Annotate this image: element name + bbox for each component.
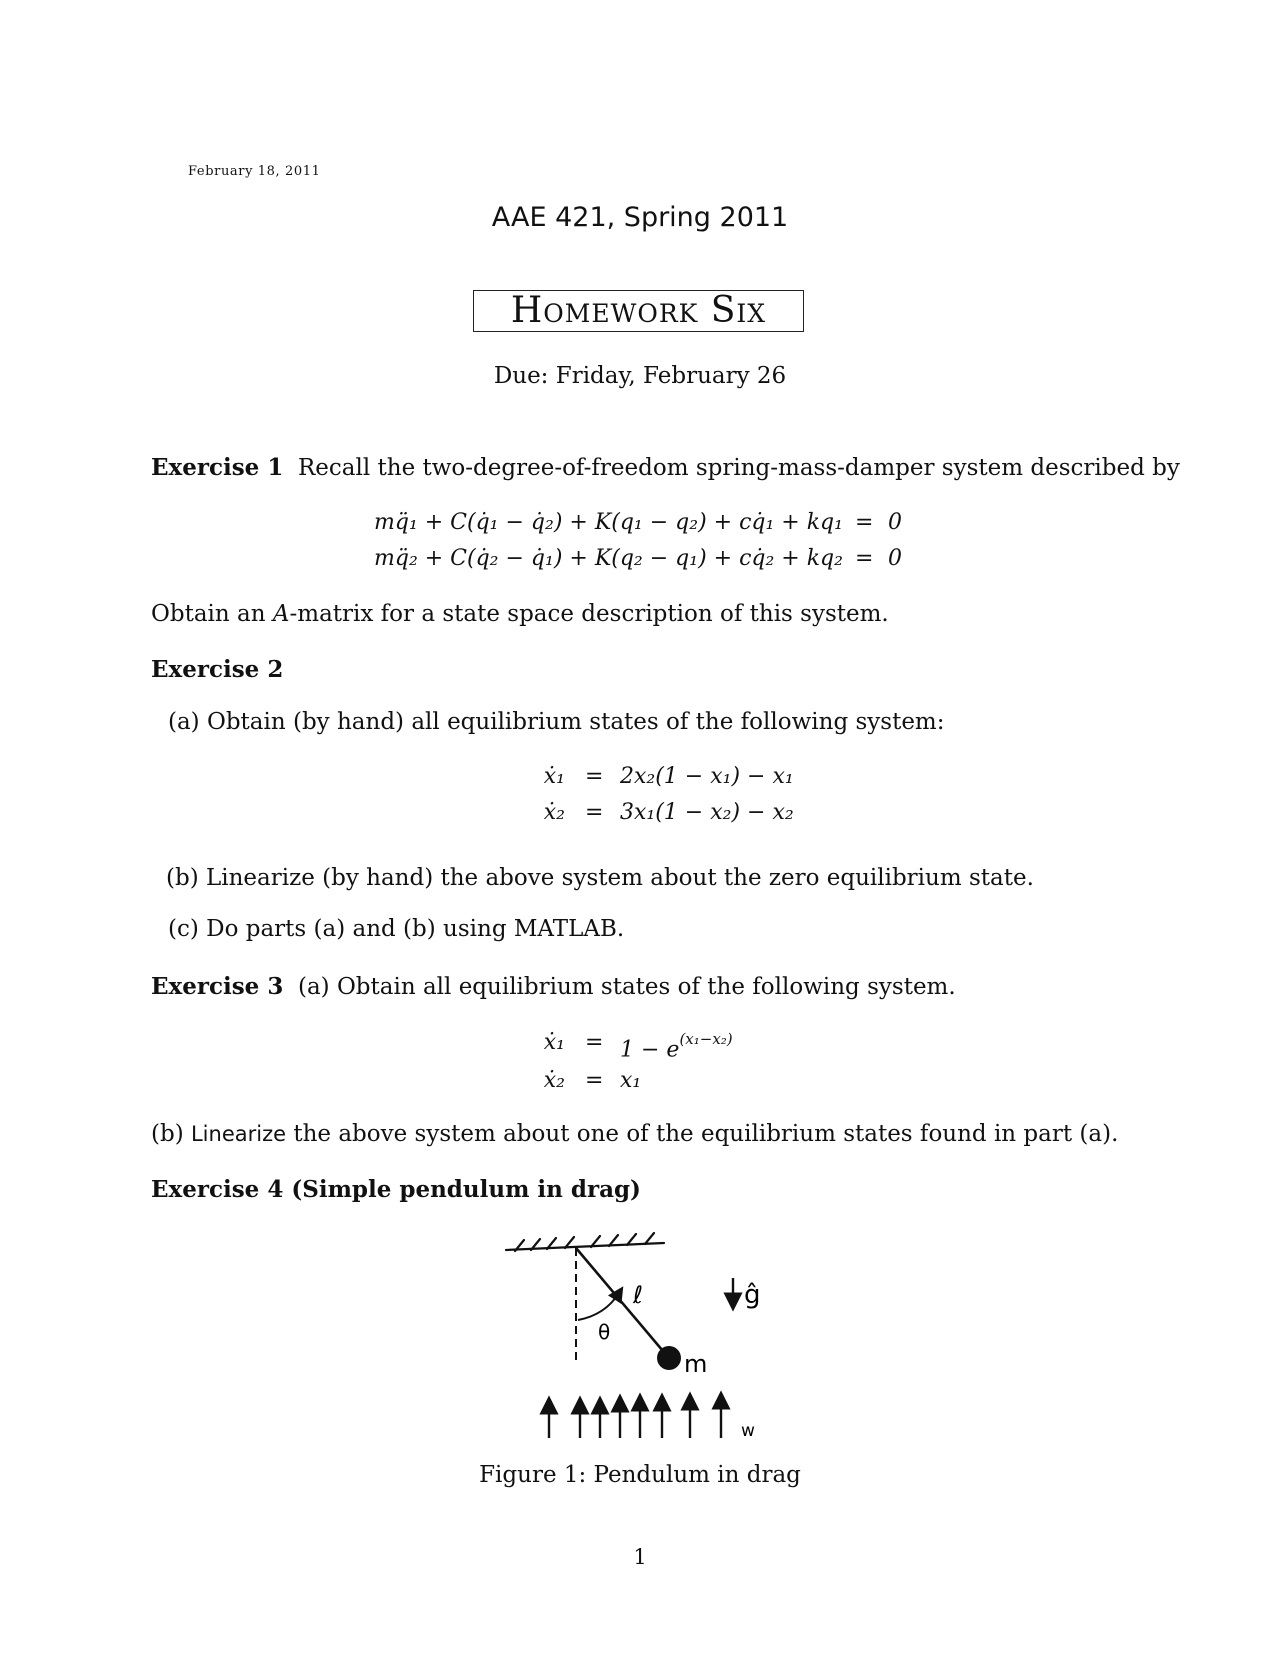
figure-caption: Figure 1: Pendulum in drag xyxy=(479,1462,801,1488)
document-date: February 18, 2011 xyxy=(188,164,321,179)
wind-label: w xyxy=(741,1421,755,1441)
exercise-3-part-a: (a) Obtain all equilibrium states of the following system. xyxy=(297,974,956,1000)
pendulum-bob xyxy=(657,1346,681,1370)
ex2-equation-1-lhs: ẋ₁ xyxy=(543,764,565,789)
ex1-equation-1-lhs: mq̈₁ + C(q̇₁ − q̇₂) + K(q₁ − q₂) + cq̇₁ + kq₁ xyxy=(374,510,843,535)
ex1-equation-1-rhs: 0 xyxy=(888,510,902,535)
ex2-equation-2-rhs: 3x₁(1 − x₂) − x₂ xyxy=(620,800,794,825)
exercise-2-part-c: (c) Do parts (a) and (b) using MATLAB. xyxy=(168,916,625,942)
exercise-1-intro: Recall the two-degree-of-freedom spring-mass-damper system described by xyxy=(297,455,1180,481)
due-date: Due: Friday, February 26 xyxy=(493,363,787,389)
exercise-4-label: Exercise 4 (Simple pendulum in drag) xyxy=(151,1176,641,1203)
length-label: ℓ xyxy=(633,1281,643,1309)
angle-arc xyxy=(578,1293,619,1320)
ex3-equation-2-lhs: ẋ₂ xyxy=(543,1068,565,1093)
course-title: AAE 421, Spring 2011 xyxy=(491,202,789,233)
ex1-equation-1-sign: = xyxy=(855,510,874,535)
ex1-equation-2-rhs: 0 xyxy=(888,546,902,571)
ex3-part-b-prefix: (b) xyxy=(151,1121,184,1147)
homework-title: Homework Six xyxy=(473,290,804,332)
page-number: 1 xyxy=(633,1545,647,1569)
ex1-task-pre: Obtain an xyxy=(151,601,266,627)
ex3-part-b-keyword: Linearize xyxy=(190,1122,287,1146)
ex3-equation-1-lhs: ẋ₁ xyxy=(543,1030,565,1055)
ex3-equation-2-sign: = xyxy=(585,1068,604,1093)
ex1-equation-2-lhs: mq̈₂ + C(q̇₂ − q̇₁) + K(q₂ − q₁) + cq̇₂ + kq₂ xyxy=(374,546,843,571)
ex1-task-variable: A xyxy=(272,601,290,627)
angle-label: θ xyxy=(598,1320,611,1344)
exercise-2-label: Exercise 2 xyxy=(151,656,284,683)
wind-arrows xyxy=(549,1400,721,1438)
ex3-equation-1-sign: = xyxy=(585,1030,604,1055)
ex1-task-post: -matrix for a state space description of this system. xyxy=(289,601,889,627)
ex3-part-b-text: the above system about one of the equilibrium states found in part (a). xyxy=(293,1121,1119,1147)
ex3-equation-2-rhs: x₁ xyxy=(620,1068,642,1093)
ex3-equation-1-exponent: (x₁−x₂) xyxy=(679,1030,733,1048)
gravity-label: ĝ xyxy=(744,1280,761,1310)
exercise-3-label: Exercise 3 xyxy=(151,973,284,1000)
pendulum-rod xyxy=(576,1248,668,1357)
ex2-equation-2-sign: = xyxy=(585,800,604,825)
ex2-equation-1-sign: = xyxy=(585,764,604,789)
exercise-1-label: Exercise 1 xyxy=(151,454,284,481)
exercise-2-part-b: (b) Linearize (by hand) the above system about the zero equilibrium state. xyxy=(166,865,1034,891)
ex1-equation-2-sign: = xyxy=(855,546,874,571)
ex2-equation-1-rhs: 2x₂(1 − x₁) − x₁ xyxy=(620,764,794,789)
ex2-equation-2-lhs: ẋ₂ xyxy=(543,800,565,825)
exercise-2-part-a: (a) Obtain (by hand) all equilibrium states of the following system: xyxy=(168,709,945,735)
ceiling-support xyxy=(506,1233,664,1251)
mass-label: m xyxy=(684,1350,708,1378)
ex3-equation-1-base: 1 − e xyxy=(620,1037,680,1063)
